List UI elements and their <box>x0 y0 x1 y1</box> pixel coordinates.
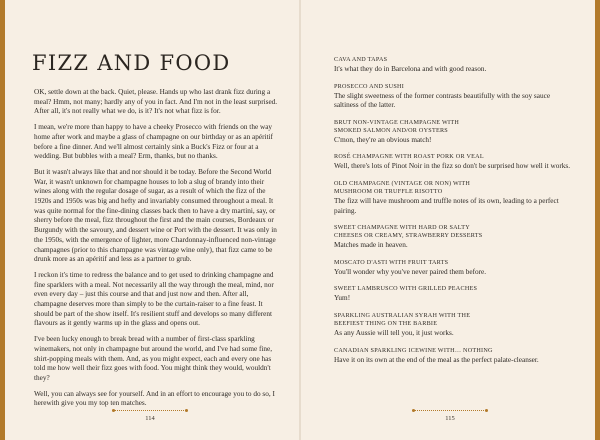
pairing-text: The slight sweetness of the former contrasts beautifully with the soy sauce saltiness of the latter. <box>334 91 551 110</box>
pairing-heading-line: BRUT NON-VINTAGE CHAMPAGNE WITH <box>334 119 460 126</box>
pairing-item <box>334 119 570 146</box>
left-page-footer <box>114 408 186 424</box>
paragraph: Well, you can always see for yourself. And in an effort to encourage you to do so, I herewith give you my top ten matches. <box>34 389 275 408</box>
paragraph: I mean, we're more than happy to have a cheeky Prosecco with friends on the way home after work and maybe a glass of champagne on our birthday or as an apéritif before a fine dinner. And we'll almost certainly sink a Buck's Fizz or four at a wedding. But bubbles with a meal? Erm, thanks, but no thanks. <box>34 123 273 161</box>
pairing-text: Have it on its own at the end of the meal as the perfect palate-cleanser. <box>334 355 539 364</box>
paragraph: OK, settle down at the back. Quiet, please. Hands up who last drank fizz during a meal? Hmm, not many; hardly any of you in fact. And I'm not in the least surprised. After all, it's not really what we do, is it? It's not what fizz is for. <box>34 88 278 116</box>
pairing-heading-line: SMOKED SALMON AND/OR OYSTERS <box>334 127 448 134</box>
pairing-heading-line: CANADIAN SPARKLING ICEWINE WITH… NOTHING <box>334 347 493 354</box>
pairing-heading <box>334 119 570 135</box>
paragraph: But it wasn't always like that and nor should it be today. Before the Second World War, it wasn't unknown for champagne houses to lob a slug of brandy into their wines along with the regular dosage of sugar, as a result of which the fizz of the 1920s and 1950s was big and hefty and invariably consumed throughout a meal. It was quite normal for the fine-dining classes back then to have a dry martini, say, or sherry before the meal, fizz throughout the first and the main courses, Bordeaux or Burgundy with the savoury, and dessert wine or Port with the dessert. It was only in the 1950s, with the emergence of lighter, more Chardonnay-influenced non-vintage champagnes (prior to this champagne was vintage wine only), that fizz came to be drunk more as an apéritif and less as a partner to grub. <box>34 167 277 264</box>
pairing-heading-line: SWEET LAMBRUSCO WITH GRILLED PEACHES <box>334 286 478 293</box>
pairing-heading-line: CHEESES OR CREAMY, STRAWBERRY DESSERTS <box>334 233 483 240</box>
pairing-text: As any Aussie will tell you, it just works. <box>334 328 454 337</box>
chapter-title: FIZZ AND FOOD <box>32 51 231 75</box>
footer-rule <box>114 410 186 411</box>
pairing-heading-line: CAVA AND TAPAS <box>334 57 388 63</box>
pairing-text: It's what they do in Barcelona and with good reason. <box>334 65 487 73</box>
pairing-item <box>334 180 570 216</box>
pairing-item <box>334 224 570 251</box>
pairing-item <box>334 347 570 366</box>
paragraph: I've been lucky enough to break bread with a number of first-class sparkling winemakers, not only in champagne but around the world, and I've had some fine, shirt-popping meals with them. And, as you might expect, each and every one has told me how well their fizz goes with food. You might think they would, wouldn't they? <box>34 335 273 382</box>
footer-rule <box>414 410 486 411</box>
paragraph: I reckon it's time to redress the balance and to get used to drinking champagne and fine sparklers with a meal. Not necessarily all the way through the meal, mind, nor even every day – just this course and that and just now and then. After all, champagne deserves more than simply to be the curtain-raiser to a fine feast. It should be part of the show itself. It's resilient stuff and develops so many different flavours as it gently warms up in the glass and opens out. <box>34 270 274 328</box>
left-body-text <box>34 88 280 415</box>
pairing-heading-line: SPARKLING AUSTRALIAN SYRAH WITH THE <box>334 312 471 319</box>
right-page-footer <box>414 408 486 424</box>
pairing-heading-line: MUSHROOM OR TRUFFLE RISOTTO <box>334 188 443 195</box>
pairing-heading-line: OLD CHAMPAGNE (VINTAGE OR NON) WITH <box>334 180 471 187</box>
pairing-heading <box>334 347 570 355</box>
pairing-heading-line: BEEFIEST THING ON THE BARBIE <box>334 320 438 327</box>
pairing-heading <box>334 285 570 293</box>
pairing-text: Matches made in heaven. <box>334 241 408 250</box>
pairing-heading-line: SWEET CHAMPAGNE WITH HARD OR SALTY <box>334 225 470 232</box>
page-number: 115 <box>445 415 455 422</box>
pairing-item <box>334 259 570 278</box>
pairing-text: Yum! <box>334 294 351 303</box>
pairing-heading <box>334 83 570 91</box>
pairing-heading-line: PROSECCO AND SUSHI <box>334 83 405 90</box>
pairing-heading <box>334 224 570 240</box>
pairings-list <box>334 56 570 373</box>
pairing-heading <box>334 312 570 328</box>
pairing-heading <box>334 180 570 196</box>
pairing-heading-line: ROSÉ CHAMPAGNE WITH ROAST PORK OR VEAL <box>334 154 484 161</box>
pairing-heading-line: MOSCATO D'ASTI WITH FRUIT TARTS <box>334 259 449 266</box>
pairing-text: Well, there's lots of Pinot Noir in the fizz so don't be surprised how well it works. <box>334 162 571 171</box>
pairing-text: You'll wonder why you've never paired them before. <box>334 267 487 276</box>
pairing-text: C'mon, they're an obvious match! <box>334 135 432 144</box>
page-number: 114 <box>145 415 155 422</box>
pairing-item <box>334 285 570 304</box>
pairing-heading <box>334 56 570 64</box>
pairing-item <box>334 83 570 111</box>
pairing-text: The fizz will have mushroom and truffle notes of its own, leading to a perfect pairing. <box>334 196 559 215</box>
pairing-item <box>334 153 570 172</box>
pairing-item <box>334 312 570 339</box>
pairing-heading <box>334 153 570 161</box>
pairing-item <box>334 56 570 75</box>
pairing-heading <box>334 259 570 267</box>
